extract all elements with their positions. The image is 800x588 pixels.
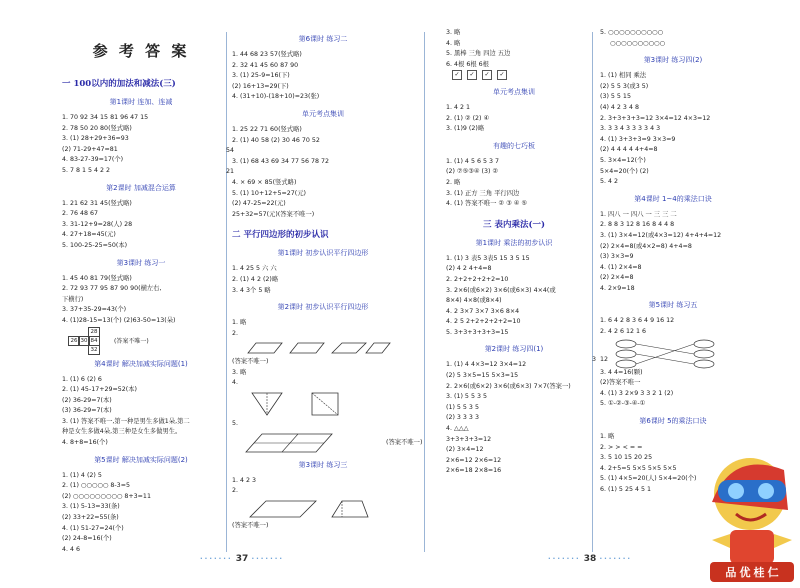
answer-line: 2. 3+3+3+3=12 3×4=12 4×3=12 <box>600 114 711 122</box>
grid-figures <box>242 432 423 454</box>
answer-line: 1. (1) 3 表5 3表5 15 3 5 15 <box>446 254 530 262</box>
answer-line: 1. 略 <box>232 319 247 327</box>
answer-line: 5. (1) 4×5=20(人) 5×4=20(个) <box>600 475 697 483</box>
answer-line: (2) 24-8=16(个) <box>62 535 112 543</box>
answer-line: 1. (1) 4 4×3=12 3×4=12 <box>446 361 527 369</box>
answer-line: 4. 8+8=16(个) <box>62 439 108 447</box>
brand-text: 品 优 桂 仁 <box>725 567 779 579</box>
answer-line: 3. (1) 25-9=16(下) <box>232 72 290 80</box>
section-title: 第1课时 乘法的初步认识 <box>475 238 553 247</box>
answer-line: 6. 4根 6根 6根 <box>446 60 489 68</box>
answer-line: 2. 76 48 67 <box>62 210 99 218</box>
answer-line: 3. 2×6(或6×2) 3×6(或6×3) 4×4(或 <box>446 286 556 294</box>
parallelogram-diagram <box>242 341 392 355</box>
section-title: 第5课时 解决加减实际问题(2) <box>94 455 188 464</box>
answer-line: (2) 16+13=29(下) <box>232 82 289 90</box>
answer-line: 3. (1)9 (2)略 <box>446 125 485 133</box>
section-title: 第1课时 连加、连减 <box>109 98 173 106</box>
answer-line: 4. △△△ <box>446 425 469 433</box>
answer-line: 5. ○○○○○○○○○○ <box>600 29 663 36</box>
answer-line: 1. 6 4 2 8 3 6 4 9 16 12 <box>600 317 675 325</box>
section-title: 第4课时 1~4的乘法口诀 <box>634 194 712 203</box>
answer-line: 4. (1) 51-27=24(个) <box>62 524 124 532</box>
column-divider <box>226 32 227 552</box>
unit-title: 三 表内乘法(一) <box>482 219 545 230</box>
answer-line: 3. 略 <box>232 368 247 376</box>
answer-line: (3) 3×3=9 <box>600 253 634 261</box>
answer-line: 3. 5 10 15 20 25 <box>600 454 653 462</box>
number-grid <box>68 327 220 353</box>
answer-line: 1. (1) 6 (2) 6 <box>62 375 102 383</box>
answer-line: 2. > > < = = <box>600 443 643 451</box>
answer-line: 2. 78 50 20 80(竖式略) <box>62 124 132 132</box>
check-icon: ✓ <box>452 70 462 80</box>
answer-line: 4. (1)28-15=13(个) (2)63-50=13(朵) <box>62 316 176 324</box>
answer-line: 4. 27+18=45(元) <box>62 231 116 239</box>
grid-cell: 84 <box>88 336 100 346</box>
answer-line: 2. 2×6(或6×2) 3×6(或6×3) 7×7(答案一) <box>446 382 571 390</box>
answer-line: (2) 47-25=22(元) <box>232 200 286 208</box>
answer-line: 3. 3 3 4 3 3 3 3 4 3 <box>600 125 661 133</box>
grid-cell: 30 <box>78 336 90 346</box>
answer-line: 1. 4 25 5 六 六 <box>232 265 277 273</box>
answer-line: 21 <box>226 168 235 176</box>
answer-line: 1. 21 62 31 45(竖式略) <box>62 199 132 207</box>
answer-line: (2) 71-29+47=81 <box>62 145 118 153</box>
answer-line: 2. 略 <box>446 178 461 186</box>
answer-line: 2. 8 8 3 12 8 16 8 4 4 8 <box>600 221 675 229</box>
answer-line: 4. <box>232 379 239 387</box>
matching-diagram <box>614 338 724 368</box>
answer-line: 2. (1) 4 2 (2)略 <box>232 275 279 283</box>
answer-line: 3. 31-12+9=28(人) 28 <box>62 220 133 228</box>
answer-line: (3) 36-29=7(本) <box>62 407 112 415</box>
decor-dots: ······· <box>251 555 285 563</box>
answer-line: 5. 7 8 1 5 4 2 2 <box>62 166 111 174</box>
answer-line: (2) 36-29=7(本) <box>62 396 112 404</box>
section-title: 第3课时 练习四(2) <box>643 56 703 65</box>
answer-line: (答案不唯一) <box>232 521 269 529</box>
section-title: 第1课时 初步认识平行四边形 <box>277 249 369 258</box>
answer-line: 1. 45 40 81 79(竖式略) <box>62 274 132 282</box>
answer-line: 3. 37+35-29=43(个) <box>62 306 127 314</box>
triangle-diagram <box>242 391 362 417</box>
column-divider <box>592 32 593 552</box>
answer-line: 4. 2 5 2+2+2+2+2=10 <box>446 318 521 326</box>
answer-line: 5. <box>232 420 239 428</box>
section-title: 有趣的七巧板 <box>493 141 535 150</box>
answer-line: 2. (1) ○○○○○ 8-3=5 <box>62 482 130 490</box>
answer-line: 2. 2+2+2+2+2=10 <box>446 275 509 283</box>
grid-cell: 32 <box>88 345 100 355</box>
section-title: 第6课时 练习二 <box>298 35 348 43</box>
page-number-right: ······· 38 ······· <box>548 554 633 564</box>
margin-number: 12 <box>600 356 609 363</box>
answer-line: 2. 32 41 45 60 87 90 <box>232 61 299 69</box>
answer-line: 4. 2×9=18 <box>600 284 635 292</box>
answer-line: (3) 5 5 15 <box>600 93 631 101</box>
answer-line: 5. 3×4=12(个) <box>600 156 646 164</box>
page-number-left: ······· 37 ······· <box>200 554 285 564</box>
section-title: 第6课时 5的乘法口诀 <box>639 417 707 426</box>
answer-line: (4) 4 2 3 4 8 <box>600 103 639 111</box>
section-title: 第2课时 初步认识平行四边形 <box>277 303 369 312</box>
answer-line: 3. 略 <box>446 29 461 36</box>
answer-line: 4. (1) 答案不唯一 ② ③ ④ ⑤ <box>446 200 528 208</box>
answer-line: 2×6=12 2×6=12 <box>446 456 502 464</box>
answer-column-3 <box>446 28 582 556</box>
answer-line: (2) ⑦⑤③④ (3) ② <box>446 168 499 176</box>
column-divider <box>424 32 425 552</box>
answer-line: 3+3+3+3=12 <box>446 435 492 443</box>
section-title: 第4课时 解决加减实际问题(1) <box>94 359 188 368</box>
check-icon: ✓ <box>467 70 477 80</box>
answer-line: 2. <box>232 487 239 495</box>
answer-line: 5. 4 2 <box>600 178 619 186</box>
section-title: 第3课时 练习一 <box>116 258 166 267</box>
answer-line: 3. 4 4=16(颗) <box>600 368 643 376</box>
answer-line: 5. 黑棒 三角 四边 五边 <box>446 50 511 58</box>
answer-line: (2) 3×4=12 <box>446 446 484 454</box>
answer-line: (1) 5 5 3 5 <box>446 403 479 411</box>
unit-title: 二 平行四边形的初步认识 <box>232 230 329 241</box>
decor-dots: ······· <box>599 555 633 563</box>
answer-line: 3. (1) 68 43 69 34 77 56 78 72 <box>232 157 330 165</box>
answer-line: 1. (1) 相同 乘法 <box>600 72 647 80</box>
answer-line: 1. 4 2 1 <box>446 103 471 111</box>
answer-line: 4. 4 6 <box>62 545 81 553</box>
parallelogram-grid-diagram <box>242 432 382 454</box>
section-title: 第3课时 练习三 <box>298 460 348 469</box>
answer-line: 2. (1) 40 58 (2) 30 46 70 52 <box>232 136 320 144</box>
grid-cell: 26 <box>68 336 80 346</box>
answer-line: (2) 4 4 4 4 4+4=8 <box>600 146 658 154</box>
trapezoid-diagram <box>242 499 392 519</box>
answer-line: 4. (1) 3 2×9 3 3 2 1 (2) <box>600 389 674 397</box>
decor-dots: ······· <box>548 555 581 563</box>
answer-line: 4. 略 <box>446 39 461 47</box>
answer-line: (2) 4 2 4+4=8 <box>446 265 492 273</box>
answer-column-1 <box>62 28 220 556</box>
answer-line: 1. 四八 一 四八 一 三 三 二 <box>600 210 677 218</box>
answer-line: 2. 72 93 77 95 87 90 90(横左右, <box>62 285 162 293</box>
answer-line: 4. (1) 2×4=8 <box>600 263 642 271</box>
answer-line: (2)答案不唯一 <box>600 379 641 387</box>
unit-title: 一 100以内的加法和减法(三) <box>62 79 176 89</box>
answer-line: 1. 25 22 71 60(竖式略) <box>232 125 302 133</box>
answer-line: 2. 4 2 6 12 1 6 <box>600 328 647 336</box>
answer-line: 4. 83-27-39=17(个) <box>62 156 124 164</box>
answer-line: (2) ○○○○○○○○○ 8+3=11 <box>62 492 151 500</box>
answer-line: 3. (1) 3×4=12(或4×3=12) 4+4+4=12 <box>600 231 722 239</box>
mascot-illustration <box>692 430 796 586</box>
answer-line: 2×6=18 2×8=16 <box>446 467 502 475</box>
answer-line: 54 <box>226 147 235 155</box>
answer-line: 1. (1) 4 5 6 5 3 7 <box>446 157 499 165</box>
trapezoid-figures <box>242 499 414 519</box>
answer-line: 3. (1) 5-13=33(条) <box>62 503 120 511</box>
page-title: 参 考 答 案 <box>92 42 190 60</box>
answer-line: 5. 3+3+3+3+3=15 <box>446 328 509 336</box>
answer-line: 1. 略 <box>600 433 615 441</box>
decor-dots: ······· <box>200 555 233 563</box>
triangle-figures <box>242 391 414 417</box>
answer-line: 6. (1) 5 25 4 5 1 <box>600 486 651 493</box>
answer-line: (2) 5 5 3(或3 5) <box>600 82 649 90</box>
answer-line: 3. (1) 答案不唯一,第一种是男生多做1朵,第二 <box>62 417 190 425</box>
answer-note: (答案不唯一) <box>386 438 423 446</box>
answer-line: 5. ①-②-③-④-① <box>600 400 646 408</box>
check-icon: ✓ <box>482 70 492 80</box>
answer-line: (2) 5 3×5=15 5×3=15 <box>446 372 519 380</box>
answer-line: 4. 2 3×7 3×7 3×6 8×4 <box>446 307 520 315</box>
margin-number: 3 <box>592 356 597 363</box>
section-title: 第5课时 练习五 <box>648 301 698 310</box>
answer-line: 种是女生多做4朵,第三种是女生多做男生。 <box>62 428 182 436</box>
answer-line: 2. (1) ② (2) ④ <box>446 114 490 122</box>
answer-line: 3. (1) 28+29+36=93 <box>62 135 129 143</box>
answer-line: 1. 44 68 23 57(竖式略) <box>232 51 302 58</box>
answer-line: 3. 4 3个 5 略 <box>232 286 271 294</box>
answer-column-2 <box>226 28 423 556</box>
answer-line: 5. (1) 10+12+5=27(元) <box>232 189 307 197</box>
answer-line: 4. (1) 3+3+3=9 3×3=9 <box>600 135 676 143</box>
answer-line: 4. × 69 × 85(竖式略) <box>232 178 297 186</box>
answer-line: (2) 33+22=55(条) <box>62 514 119 522</box>
answer-line: 1. 70 92 34 15 81 96 47 15 <box>62 114 149 121</box>
parallelogram-figures <box>242 341 414 355</box>
section-title: 第2课时 练习四(1) <box>484 345 544 354</box>
section-title: 单元考点集训 <box>302 109 344 118</box>
answer-line: (答案不唯一) <box>232 358 269 366</box>
answer-line: 下横行) <box>62 295 84 303</box>
answer-line: 3. (1) 正方 三角 平行四边 <box>446 189 520 197</box>
answer-line: 5. 100-25-25=50(本) <box>62 241 128 249</box>
answer-line: ○○○○○○○○○○ <box>610 39 665 47</box>
answer-line: 5×4=20(个) (2) <box>600 167 649 175</box>
answer-line: 4. 2+5=5 5×5 5×5 5×5 <box>600 464 677 472</box>
answer-line: 4. (31+10)-(18+10)=23(张) <box>232 93 320 101</box>
check-icon: ✓ <box>497 70 507 80</box>
section-title: 第2课时 加减混合运算 <box>106 183 176 192</box>
answer-line: (2) 3 3 3 3 <box>446 414 479 422</box>
answer-line: 8×4) 4×8(或8×4) <box>446 297 502 305</box>
answer-line: 1. (1) 4 (2) 5 <box>62 471 102 479</box>
answer-line: (2) 2×4=8 <box>600 274 634 282</box>
answer-line: (2) 2×4=8(或4×2=8) 4+4=8 <box>600 242 692 250</box>
section-title: 单元考点集训 <box>493 87 535 96</box>
answer-note: (答案不唯一) <box>114 337 149 345</box>
answer-line: 2. (1) 45-17+29=52(本) <box>62 386 138 394</box>
grid-cell: 28 <box>88 327 100 337</box>
answer-line: 25+32=57(元)(答案不唯一) <box>232 210 315 218</box>
answer-line: 3. (1) 5 5 3 5 <box>446 393 487 401</box>
answer-line: 2. <box>232 329 239 337</box>
answer-line: 1. 4 2 3 <box>232 476 257 484</box>
checkbox-row <box>452 70 582 81</box>
